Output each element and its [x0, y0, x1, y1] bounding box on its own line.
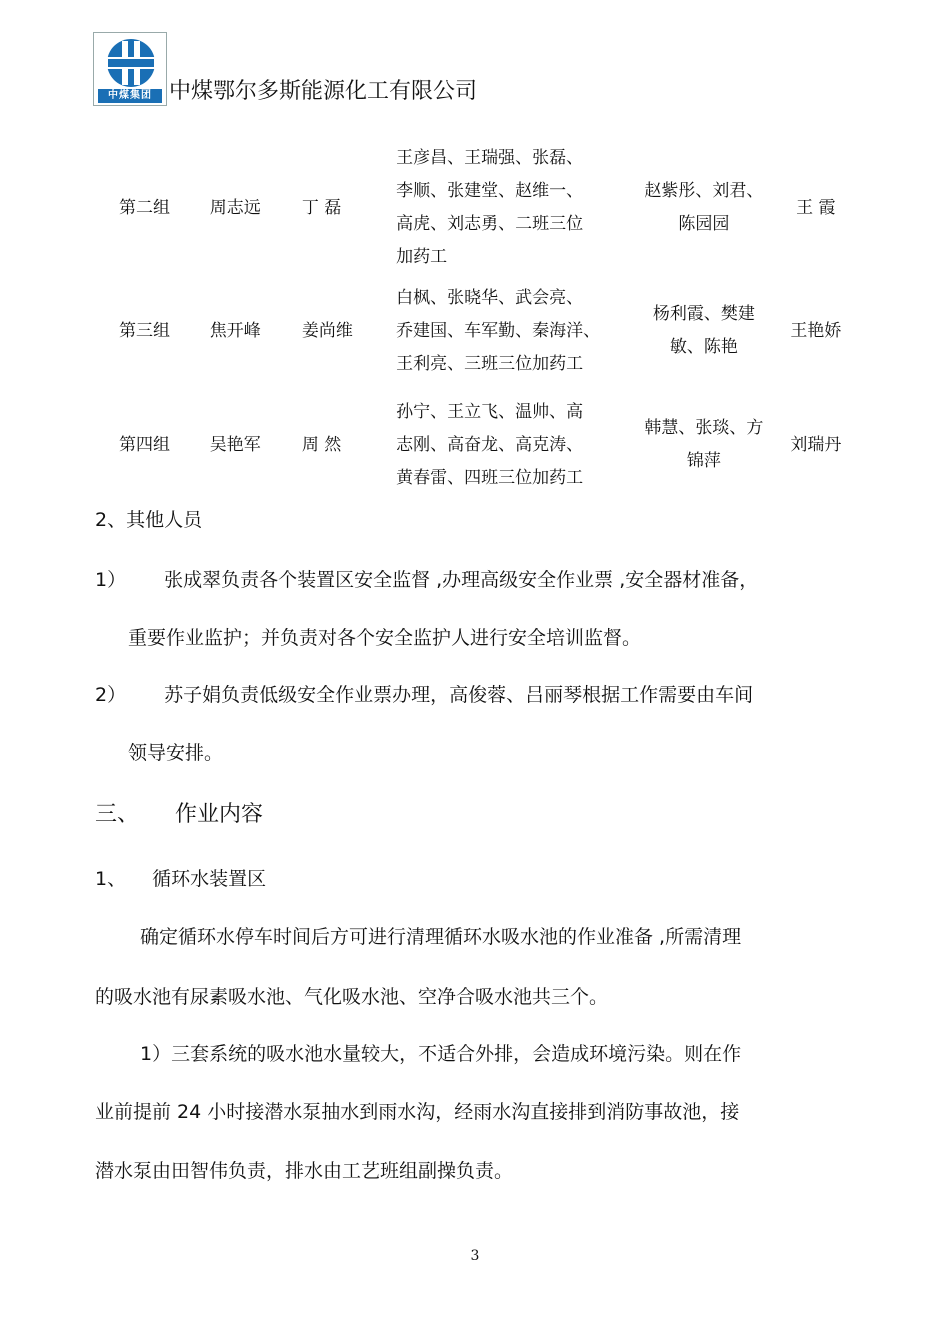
paragraph-1-line-2: 的吸水池有尿素吸水池、气化吸水池、空净合吸水池共三个。 — [95, 986, 609, 1008]
group-name: 第四组 — [119, 434, 170, 455]
group-deputy: 丁 磊 — [301, 197, 342, 218]
subsection-1-heading — [95, 864, 865, 891]
item-2-continued: 领导安排。 — [128, 742, 224, 764]
group-last: 刘瑞丹 — [790, 434, 842, 455]
section-3-number: 三、 — [95, 802, 140, 827]
member-line: 高虎、刘志勇、二班三位 — [396, 214, 584, 234]
staff-line: 锦萍 — [686, 451, 721, 471]
member-line: 白枫、张晓华、武会亮、 — [396, 287, 584, 308]
section-3-heading — [95, 797, 865, 828]
paragraph-2-line-2: 业前提前 24 小时接潜水泵抽水到雨水沟，经雨水沟直接排到消防事故池，接 — [95, 1101, 740, 1123]
table-row — [103, 275, 863, 387]
group-staff — [639, 141, 769, 275]
member-line: 志刚、高奋龙、高克涛、 — [396, 434, 584, 455]
member-line: 李顺、张建堂、赵维一、 — [396, 181, 584, 201]
staff-line: 赵紫彤、刘君、 — [644, 181, 764, 201]
table-row — [103, 387, 863, 503]
section-3-title: 作业内容 — [175, 802, 264, 827]
member-line: 孙宁、王立飞、温帅、高 — [396, 401, 584, 422]
group-deputy: 周 然 — [301, 434, 342, 455]
page-number: 3 — [470, 1248, 480, 1264]
table-row — [103, 141, 863, 275]
item-2-number: 2） — [95, 684, 127, 706]
staff-line: 杨利霞、樊建 — [652, 304, 755, 324]
company-name: 中煤鄂尔多斯能源化工有限公司 — [169, 79, 478, 104]
member-line: 王彦昌、王瑞强、张磊、 — [396, 148, 584, 168]
item-1-continued: 重要作业监护；并负责对各个安全监护人进行安全培训监督。 — [128, 627, 642, 649]
group-name: 第二组 — [119, 197, 170, 218]
group-members — [396, 275, 639, 387]
group-leader: 周志远 — [209, 197, 261, 218]
staff-line: 敏、陈艳 — [669, 337, 738, 357]
paragraph-1-line-1: 确定循环水停车时间后方可进行清理循环水吸水池的作业准备 ,所需清理 — [140, 926, 742, 948]
group-leader: 焦开峰 — [209, 320, 261, 341]
member-line: 加药工 — [396, 247, 448, 267]
subsection-1-number: 1、 — [95, 868, 127, 890]
item-1 — [95, 565, 865, 592]
item-2-text: 苏子娟负责低级安全作业票办理，高俊蓉、吕丽琴根据工作需要由车间 — [164, 684, 754, 706]
section-other-heading: 2、其他人员 — [95, 509, 203, 531]
page-header — [93, 32, 853, 112]
group-leader: 吴艳军 — [209, 434, 261, 455]
item-1-text: 张成翠负责各个装置区安全监督 ,办理高级安全作业票 ,安全器材准备， — [164, 569, 759, 591]
staff-line: 韩慧、张琰、方 — [644, 418, 764, 438]
paragraph-2-line-1: 1）三套系统的吸水池水量较大，不适合外排，会造成环境污染。则在作 — [140, 1043, 742, 1065]
group-deputy: 姜尚维 — [301, 320, 353, 341]
group-members — [396, 387, 639, 503]
paragraph-2-line-3: 潜水泵由田智伟负责，排水由工艺班组副操负责。 — [95, 1160, 514, 1182]
staff-line: 陈园园 — [678, 214, 730, 234]
member-line: 乔建国、车军勤、秦海洋、 — [396, 320, 601, 341]
group-table — [103, 141, 863, 503]
group-name: 第三组 — [119, 320, 170, 341]
logo-text: 中煤集团 — [98, 89, 162, 103]
company-logo — [93, 32, 167, 106]
group-last: 王 霞 — [796, 197, 836, 218]
group-staff — [639, 387, 769, 503]
member-line: 黄春雷、四班三位加药工 — [396, 467, 584, 488]
item-2 — [95, 680, 865, 707]
group-staff — [639, 275, 769, 387]
member-line: 王利亮、三班三位加药工 — [396, 353, 584, 374]
item-1-number: 1） — [95, 569, 127, 591]
group-last: 王艳娇 — [790, 320, 842, 341]
group-members — [396, 141, 639, 275]
subsection-1-title: 循环水装置区 — [152, 868, 267, 890]
